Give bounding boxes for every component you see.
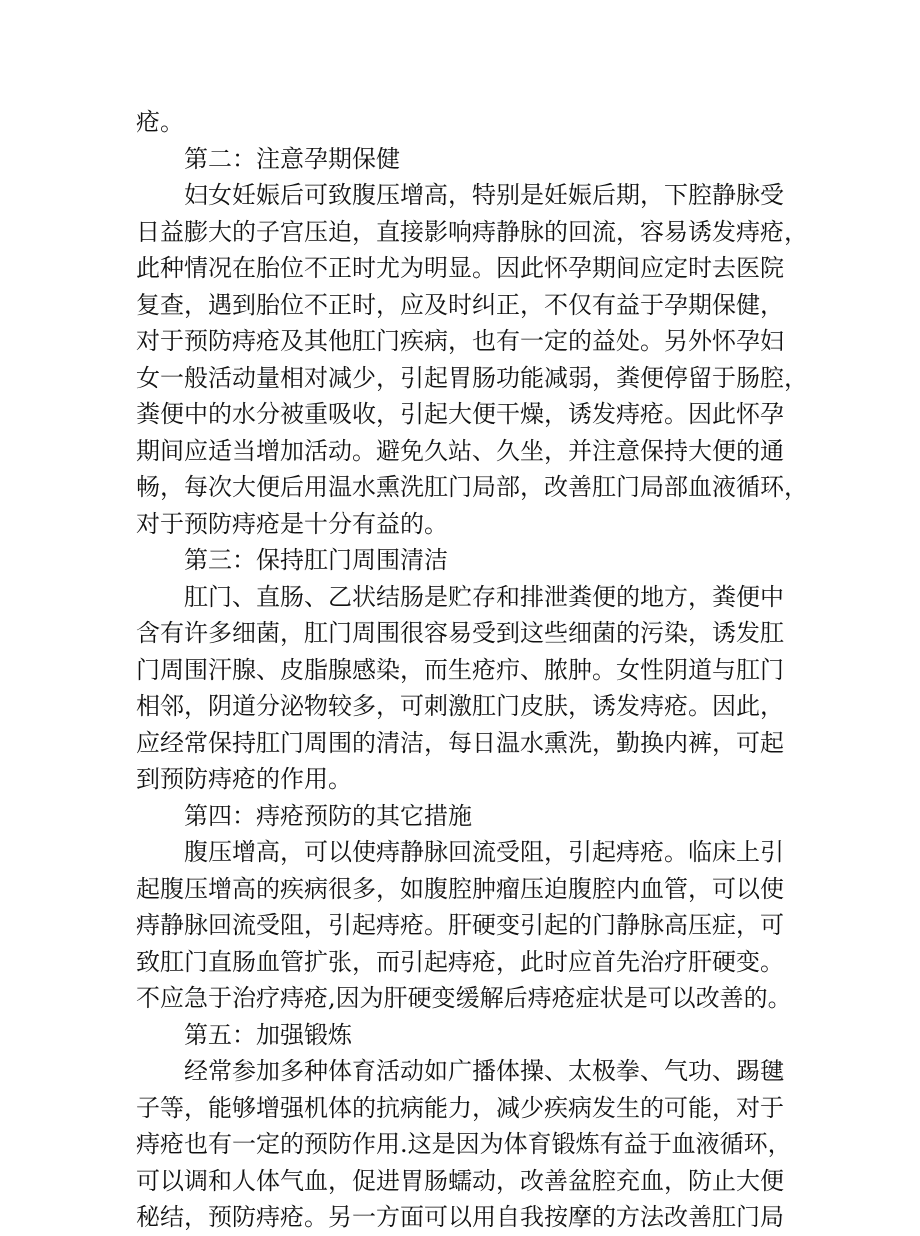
text-line: 女一般活动量相对减少，引起胃肠功能减弱，粪便停留于肠腔，	[136, 363, 808, 392]
text-line: 秘结，预防痔疮。另一方面可以用自我按摩的方法改善肛门局	[136, 1203, 784, 1231]
text-line: 含有许多细菌，肛门周围很容易受到这些细菌的污染，诱发肛	[136, 619, 784, 647]
text-line: 致肛门直肠血管扩张，而引起痔疮，此时应首先治疗肝硬变。	[136, 947, 784, 976]
text-line: 门周围汗腺、皮脂腺感染，而生疮疖、脓肿。女性阴道与肛门	[136, 655, 784, 684]
text-line: 畅，每次大便后用温水熏洗肛门局部，改善肛门局部血液循环，	[136, 473, 808, 501]
paragraph-start-line: 经常参加多种体育活动如广播体操、太极拳、气功、踢毽	[184, 1057, 784, 1085]
paragraph-start-line: 第三：保持肛门周围清洁	[184, 546, 448, 574]
text-line: 可以调和人体气血，促进胃肠蠕动，改善盆腔充血，防止大便	[136, 1166, 784, 1195]
text-line: 复查，遇到胎位不正时，应及时纠正，不仅有益于孕期保健，	[136, 290, 784, 319]
paragraph-start-line: 腹压增高，可以使痔静脉回流受阻，引起痔疮。临床上引	[184, 838, 784, 866]
text-line: 痔静脉回流受阻，引起痔疮。肝硬变引起的门静脉高压症，可	[136, 911, 784, 939]
paragraph-start-line: 第四：痔疮预防的其它措施	[184, 801, 472, 830]
text-line: 到预防痔疮的作用。	[136, 765, 352, 793]
text-line: 期间应适当增加活动。避免久站、久坐，并注意保持大便的通	[136, 436, 784, 465]
text-line: 粪便中的水分被重吸收，引起大便干燥，诱发痔疮。因此怀孕	[136, 400, 784, 428]
paragraph-start-line: 第五：加强锻炼	[184, 1020, 352, 1049]
paragraph-start-line: 第二：注意孕期保健	[184, 144, 400, 173]
text-line: 痔疮也有一定的预防作用.这是因为体育锻炼有益于血液循环，	[136, 1130, 792, 1158]
text-line: 疮。	[136, 108, 184, 136]
paragraph-start-line: 妇女妊娠后可致腹压增高，特别是妊娠后期，下腔静脉受	[184, 181, 784, 209]
text-line: 子等，能够增强机体的抗病能力，减少疾病发生的可能，对于	[136, 1093, 784, 1122]
text-line: 此种情况在胎位不正时尤为明显。因此怀孕期间应定时去医院	[136, 254, 784, 282]
text-line: 对于预防痔疮是十分有益的。	[136, 509, 448, 538]
text-line: 起腹压增高的疾病很多，如腹腔肿瘤压迫腹腔内血管，可以使	[136, 874, 784, 903]
paragraph-start-line: 肛门、直肠、乙状结肠是贮存和排泄粪便的地方，粪便中	[184, 582, 784, 611]
text-line: 应经常保持肛门周围的清洁，每日温水熏洗，勤换内裤，可起	[136, 728, 784, 757]
text-line: 不应急于治疗痔疮,因为肝硬变缓解后痔疮症状是可以改善的。	[136, 984, 792, 1012]
text-line: 相邻，阴道分泌物较多，可刺激肛门皮肤，诱发痔疮。因此，	[136, 692, 784, 720]
text-line: 对于预防痔疮及其他肛门疾病，也有一定的益处。另外怀孕妇	[136, 327, 784, 355]
text-line: 日益膨大的子宫压迫，直接影响痔静脉的回流，容易诱发痔疮，	[136, 217, 808, 246]
document-body	[136, 104, 808, 1236]
